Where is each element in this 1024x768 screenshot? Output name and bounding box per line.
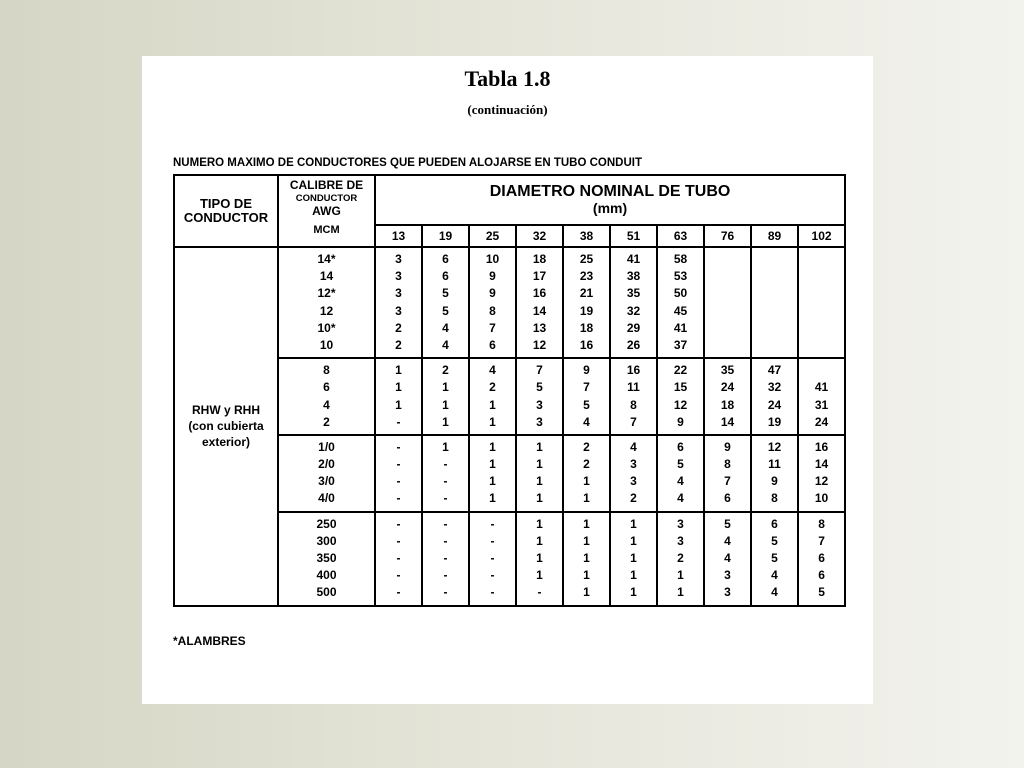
value-cell <box>704 512 751 606</box>
conductor-count: 4 <box>677 474 684 489</box>
conductor-count: 1 <box>395 363 402 378</box>
value-cell <box>798 358 845 435</box>
value-cell <box>798 435 845 512</box>
header-gauge <box>278 175 375 247</box>
conductor-count: 16 <box>532 286 547 301</box>
gauge-value: 8 <box>323 363 330 378</box>
conductor-count: - <box>490 551 495 565</box>
value-cell <box>422 435 469 512</box>
value-cell <box>469 358 516 435</box>
gauge-value: 10* <box>317 320 336 335</box>
conductor-count <box>799 362 844 379</box>
diameter-cell: 32 <box>516 225 563 247</box>
conductor-count: 7 <box>536 363 543 378</box>
value-cell <box>563 435 610 512</box>
conductor-count: - <box>396 585 401 600</box>
document-page <box>142 56 873 704</box>
value-cell <box>657 247 704 358</box>
conductor-count: 32 <box>626 303 641 318</box>
conductor-count: - <box>490 533 495 548</box>
header-gauge-line2: CONDUCTOR <box>295 193 358 204</box>
conductor-count: 23 <box>579 269 594 284</box>
conductor-count: 2 <box>395 337 402 352</box>
conductor-count: 9 <box>489 269 496 284</box>
conductor-count: - <box>443 551 448 565</box>
conductor-count: 45 <box>673 303 688 318</box>
conductor-count: 4 <box>489 363 496 378</box>
conductor-count: 5 <box>442 303 449 318</box>
value-cell <box>610 435 657 512</box>
value-cell <box>375 247 422 358</box>
conductor-count: 1 <box>489 474 496 489</box>
header-diameter-unit: (mm) <box>592 200 628 216</box>
conductor-count <box>799 268 844 285</box>
value-cell <box>704 247 751 358</box>
conductor-count: 7 <box>630 414 637 429</box>
conductor-count <box>799 320 844 337</box>
conductor-count: 1 <box>442 397 449 412</box>
value-cell <box>657 358 704 435</box>
value-cell <box>469 512 516 606</box>
conductor-count: 7 <box>724 474 731 489</box>
value-cell <box>469 435 516 512</box>
conductor-count <box>705 337 750 354</box>
conductor-count: 3 <box>677 516 684 531</box>
gauge-value: 14 <box>319 269 334 284</box>
conductor-count: 1 <box>442 439 449 454</box>
gauge-value: 400 <box>316 568 337 583</box>
conductor-count: 4 <box>630 439 637 454</box>
conductor-count: - <box>443 491 448 506</box>
conductor-count: 16 <box>814 439 829 454</box>
conductor-count: 3 <box>395 286 402 301</box>
conductor-count: 4 <box>677 491 684 506</box>
conductor-count: 8 <box>771 491 778 506</box>
conductor-count: 6 <box>489 337 496 352</box>
conductor-count <box>799 285 844 302</box>
conductor-count: 14 <box>532 303 547 318</box>
conductor-count: 6 <box>442 269 449 284</box>
conductor-count: 18 <box>579 320 594 335</box>
conductor-count: 3 <box>395 252 402 266</box>
conductor-count: - <box>396 533 401 548</box>
gauge-value: 12* <box>317 286 336 301</box>
conductor-count: 37 <box>673 337 688 352</box>
gauge-value: 1/0 <box>318 439 335 454</box>
value-cell <box>563 358 610 435</box>
conductor-count: 4 <box>442 320 449 335</box>
conductor-count <box>705 285 750 302</box>
conductor-count: 1 <box>489 414 496 429</box>
conductor-count: 22 <box>673 363 688 378</box>
conductor-count: 5 <box>771 551 778 565</box>
conductor-count: 1 <box>489 491 496 506</box>
conductor-type-line: exterior) <box>201 435 251 450</box>
conductor-count: 9 <box>489 286 496 301</box>
conductor-count: 5 <box>818 585 825 600</box>
conductor-count: 1 <box>630 551 637 565</box>
header-gauge-line1: CALIBRE DE <box>289 178 364 192</box>
value-cell <box>657 435 704 512</box>
conductor-count: 10 <box>814 491 829 506</box>
diameter-cell: 38 <box>563 225 610 247</box>
conductor-count: 5 <box>677 457 684 472</box>
conductor-count <box>752 268 797 285</box>
conductor-count: 12 <box>814 474 829 489</box>
conductor-count: - <box>396 568 401 583</box>
conductor-count: - <box>396 457 401 472</box>
conductor-count: 11 <box>768 457 781 472</box>
conductor-count: 31 <box>814 397 829 412</box>
conductor-count: 1 <box>489 457 496 472</box>
value-cell <box>422 247 469 358</box>
gauge-value: 12 <box>319 303 334 318</box>
value-cell <box>422 512 469 606</box>
conductor-count: 17 <box>532 269 547 284</box>
conductor-count: - <box>443 585 448 600</box>
gauge-value: 250 <box>316 516 337 531</box>
conductor-count: 1 <box>536 516 543 531</box>
conductor-count: 1 <box>489 397 496 412</box>
conductor-count: 1 <box>442 380 449 395</box>
gauge-value: 3/0 <box>318 474 335 489</box>
gauge-value: 4 <box>323 397 330 412</box>
conductor-count <box>799 337 844 354</box>
conductor-count: 38 <box>626 269 641 284</box>
value-cell <box>610 247 657 358</box>
conductor-count: 2 <box>442 363 449 378</box>
conductor-count: 21 <box>579 286 594 301</box>
conductor-count <box>705 303 750 320</box>
gauge-value: 300 <box>316 533 337 548</box>
conduit-capacity-table <box>173 174 846 607</box>
conductor-count: 3 <box>395 269 402 284</box>
gauge-value: 350 <box>316 551 337 565</box>
conductor-count: 58 <box>673 252 688 266</box>
value-cell <box>563 247 610 358</box>
diameter-cell: 13 <box>375 225 422 247</box>
conductor-count: 1 <box>583 533 590 548</box>
conductor-count: 2 <box>583 439 590 454</box>
conductor-count: 1 <box>442 414 449 429</box>
conductor-count: 7 <box>818 533 825 548</box>
conductor-count: 1 <box>395 380 402 395</box>
conductor-count <box>799 251 844 268</box>
conductor-count: - <box>396 414 401 429</box>
conductor-count: 15 <box>673 380 688 395</box>
table-caption: NUMERO MAXIMO DE CONDUCTORES QUE PUEDEN ALOJARSE EN TUBO CONDUIT <box>173 157 642 169</box>
conductor-count: 14 <box>814 457 829 472</box>
conductor-count: 2 <box>677 551 684 565</box>
value-cell <box>563 512 610 606</box>
value-cell <box>516 247 563 358</box>
page-subtitle: (continuación) <box>467 102 548 117</box>
conductor-count: 26 <box>626 337 641 352</box>
conductor-count <box>752 285 797 302</box>
conductor-count: 3 <box>536 414 543 429</box>
conductor-count: 3 <box>395 303 402 318</box>
conductor-count: 1 <box>536 439 543 454</box>
conductor-count: 1 <box>536 568 543 583</box>
conductor-count: 1 <box>536 474 543 489</box>
conductor-count <box>799 303 844 320</box>
conductor-count: 3 <box>677 533 684 548</box>
value-cell <box>798 247 845 358</box>
conductor-count: - <box>537 585 542 600</box>
diameter-cell: 102 <box>798 225 845 247</box>
value-cell <box>610 512 657 606</box>
conductor-count: 4 <box>724 533 731 548</box>
value-cell <box>798 512 845 606</box>
conductor-count: 2 <box>583 457 590 472</box>
conductor-count: 9 <box>677 414 684 429</box>
header-diameter-label: DIAMETRO NOMINAL DE TUBO <box>489 183 731 200</box>
gauge-value: 2/0 <box>318 457 335 472</box>
conductor-count: 6 <box>442 252 449 266</box>
conductor-count: 16 <box>579 337 594 352</box>
conductor-count: 1 <box>677 568 684 583</box>
conductor-count: 1 <box>536 533 543 548</box>
value-cell <box>422 358 469 435</box>
conductor-count: 6 <box>818 551 825 565</box>
conductor-count: 1 <box>583 491 590 506</box>
diameter-cell: 63 <box>657 225 704 247</box>
conductor-count <box>752 320 797 337</box>
conductor-count: - <box>396 516 401 531</box>
header-gauge-line3: AWG <box>312 204 341 218</box>
conductor-count: 12 <box>673 397 688 412</box>
value-cell <box>375 435 422 512</box>
diameter-cell: 25 <box>469 225 516 247</box>
conductor-count: 3 <box>724 568 731 583</box>
value-cell <box>704 435 751 512</box>
conductor-count: 5 <box>442 286 449 301</box>
conductor-count: 35 <box>720 363 735 378</box>
header-diameter <box>375 175 845 225</box>
conductor-count: 41 <box>626 252 641 266</box>
conductor-count: 11 <box>627 380 640 395</box>
gauge-value: 2 <box>323 414 330 429</box>
gauge-value: 10 <box>319 337 334 352</box>
footnote: *ALAMBRES <box>173 634 246 648</box>
conductor-count: 8 <box>630 397 637 412</box>
conductor-count: 8 <box>724 457 731 472</box>
conductor-count: 16 <box>626 363 641 378</box>
conductor-count: 6 <box>677 439 684 454</box>
conductor-count: 19 <box>579 303 594 318</box>
conductor-count: 1 <box>395 397 402 412</box>
conductor-count: - <box>443 568 448 583</box>
conductor-count: 29 <box>626 320 641 335</box>
diameter-cell: 76 <box>704 225 751 247</box>
conductor-count: 32 <box>767 380 782 395</box>
gauge-value: 6 <box>323 380 330 395</box>
conductor-count: 10 <box>485 252 500 266</box>
conductor-count: - <box>396 491 401 506</box>
conductor-count: 9 <box>583 363 590 378</box>
conductor-count: 12 <box>532 337 547 352</box>
value-cell <box>375 512 422 606</box>
conductor-count: 8 <box>489 303 496 318</box>
value-cell <box>469 247 516 358</box>
conductor-count: 1 <box>583 474 590 489</box>
conductor-count <box>705 268 750 285</box>
conductor-count: - <box>443 516 448 531</box>
header-conductor-type <box>174 175 278 247</box>
conductor-count: - <box>443 457 448 472</box>
conductor-count: 1 <box>630 568 637 583</box>
conductor-count: 50 <box>673 286 688 301</box>
conductor-count: 19 <box>767 414 782 429</box>
conductor-count: 5 <box>583 397 590 412</box>
conductor-count: 4 <box>442 337 449 352</box>
header-conductor-type-label: TIPO DE CONDUCTOR <box>183 196 269 225</box>
conductor-count: 14 <box>720 414 735 429</box>
diameter-cell: 19 <box>422 225 469 247</box>
value-cell <box>516 435 563 512</box>
gauge-cell <box>278 512 375 606</box>
conductor-count <box>705 320 750 337</box>
conductor-count: 3 <box>536 397 543 412</box>
value-cell <box>375 358 422 435</box>
conductor-count: 4 <box>771 568 778 583</box>
conductor-type-line: (con cubierta <box>188 419 264 434</box>
conductor-count: - <box>490 585 495 600</box>
conductor-count: - <box>490 516 495 531</box>
conductor-count: 18 <box>532 252 547 266</box>
conductor-count: 24 <box>720 380 735 395</box>
conductor-count: 24 <box>767 397 782 412</box>
conductor-count <box>705 251 750 268</box>
gauge-value: 4/0 <box>318 491 335 506</box>
conductor-count: 1 <box>583 585 590 600</box>
conductor-count: 53 <box>673 269 688 284</box>
conductor-count: 1 <box>536 491 543 506</box>
conductor-count: - <box>443 474 448 489</box>
value-cell <box>751 435 798 512</box>
conductor-count: 9 <box>771 474 778 489</box>
table-body <box>174 247 845 606</box>
conductor-count: 25 <box>579 252 594 266</box>
diameter-cell: 89 <box>751 225 798 247</box>
value-cell <box>751 247 798 358</box>
gauge-cell <box>278 435 375 512</box>
value-cell <box>751 512 798 606</box>
conductor-count: 3 <box>630 457 637 472</box>
conductor-count: 6 <box>771 516 778 531</box>
conductor-count: 3 <box>724 585 731 600</box>
conductor-count: 4 <box>771 585 778 600</box>
conductor-count: 24 <box>814 414 829 429</box>
conductor-count <box>752 303 797 320</box>
value-cell <box>516 358 563 435</box>
conductor-count: 2 <box>630 491 637 506</box>
conductor-count: - <box>396 474 401 489</box>
conductor-count: - <box>443 533 448 548</box>
conductor-count: 18 <box>720 397 735 412</box>
conductor-count <box>752 251 797 268</box>
conductor-count: 1 <box>489 439 496 454</box>
conductor-count: 6 <box>724 491 731 506</box>
conductor-count: 3 <box>630 474 637 489</box>
conductor-count: - <box>396 439 401 454</box>
conductor-count: 1 <box>677 585 684 600</box>
page-title: Tabla 1.8 <box>464 66 551 91</box>
conductor-count: 35 <box>626 286 641 301</box>
conductor-count: - <box>396 551 401 565</box>
conductor-count: 1 <box>583 568 590 583</box>
conductor-count: 6 <box>818 568 825 583</box>
conductor-count: 5 <box>771 533 778 548</box>
conductor-count: 1 <box>630 533 637 548</box>
conductor-count: 2 <box>489 380 496 395</box>
conductor-count: 4 <box>583 414 590 429</box>
conductor-count: 5 <box>724 516 731 531</box>
conductor-type-cell <box>174 247 278 606</box>
conductor-count: 13 <box>532 320 547 335</box>
value-cell <box>751 358 798 435</box>
value-cell <box>516 512 563 606</box>
gauge-value: 500 <box>316 585 337 600</box>
value-cell <box>610 358 657 435</box>
conductor-count: 1 <box>536 457 543 472</box>
conductor-count: 9 <box>724 439 731 454</box>
conductor-count: 2 <box>395 320 402 335</box>
conductor-type-line: RHW y RHH <box>192 403 260 418</box>
conductor-count <box>752 337 797 354</box>
conductor-count: 1 <box>630 516 637 531</box>
conductor-count: 7 <box>583 380 590 395</box>
conductor-count: 12 <box>767 439 782 454</box>
value-cell <box>657 512 704 606</box>
diameter-cell: 51 <box>610 225 657 247</box>
gauge-cell <box>278 247 375 358</box>
gauge-value: 14* <box>317 252 336 266</box>
conductor-count: 41 <box>673 320 688 335</box>
table-row <box>174 247 845 358</box>
gauge-cell <box>278 358 375 435</box>
conductor-count: - <box>490 568 495 583</box>
conductor-count: 1 <box>583 516 590 531</box>
conductor-count: 1 <box>630 585 637 600</box>
conductor-count: 41 <box>814 380 829 395</box>
conductor-count: 1 <box>583 551 590 565</box>
conductor-count: 8 <box>818 516 825 531</box>
conductor-count: 1 <box>536 551 543 565</box>
conductor-count: 4 <box>724 551 731 565</box>
value-cell <box>704 358 751 435</box>
conductor-count: 47 <box>767 363 782 378</box>
conductor-count: 5 <box>536 380 543 395</box>
header-gauge-line4: MCM <box>313 224 340 236</box>
conductor-count: 7 <box>489 320 496 335</box>
